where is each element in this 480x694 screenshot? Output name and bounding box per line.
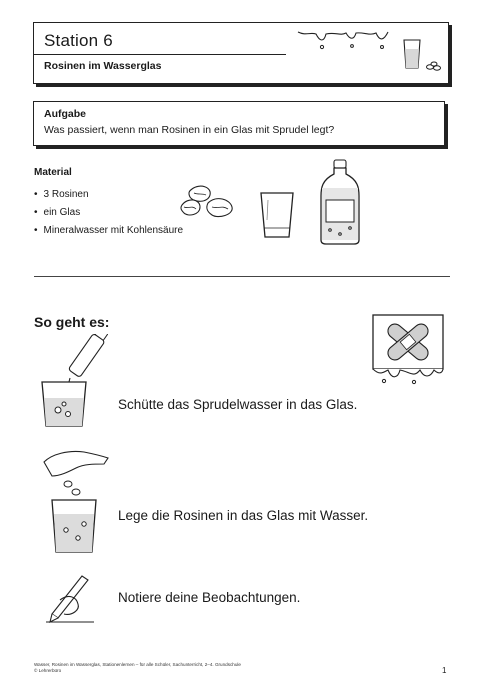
task-box: [33, 101, 445, 146]
header-box: [33, 22, 449, 84]
material-title: Material: [34, 167, 72, 178]
footer-copyright: © Lehrerbüro: [34, 667, 62, 673]
drips-decoration-icon: [296, 28, 392, 52]
section-divider: [34, 276, 450, 277]
task-title: Aufgabe: [44, 108, 86, 120]
page-number: 1: [442, 666, 447, 675]
step-1-text: Schütte das Sprudelwasser in das Glas.: [118, 397, 358, 412]
pour-icon: [38, 334, 108, 430]
bottle-icon: [318, 158, 362, 246]
drop-raisins-icon: [38, 446, 114, 556]
material-list: [34, 186, 183, 240]
task-text: Was passiert, wenn man Rosinen in ein Glas mit Sprudel legt?: [44, 124, 335, 136]
step-2-text: Lege die Rosinen in das Glas mit Wasser.: [118, 508, 369, 523]
list-item: • 3 Rosinen: [34, 186, 183, 204]
step-3-text: Notiere deine Beobachtungen.: [118, 590, 301, 605]
bandage-icon: [370, 312, 450, 386]
list-item: • Mineralwasser mit Kohlensäure: [34, 222, 183, 240]
footer: [34, 662, 334, 673]
list-item: • ein Glas: [34, 204, 183, 222]
steps-title: So geht es:: [34, 314, 110, 330]
header-divider: [34, 54, 286, 55]
raisins-icon: [178, 183, 242, 223]
footer-line: Wasser, Rosinen im Wasserglas, Stationenlernen – für alle Schüler, Sachunterricht, 2–4. Grundschule: [34, 662, 241, 667]
station-subtitle: Rosinen im Wasserglas: [44, 60, 162, 72]
station-title: Station 6: [44, 31, 113, 50]
pencil-hand-icon: [42, 570, 98, 624]
glass-icon: [258, 190, 296, 242]
header-glass-icon: [400, 37, 444, 73]
